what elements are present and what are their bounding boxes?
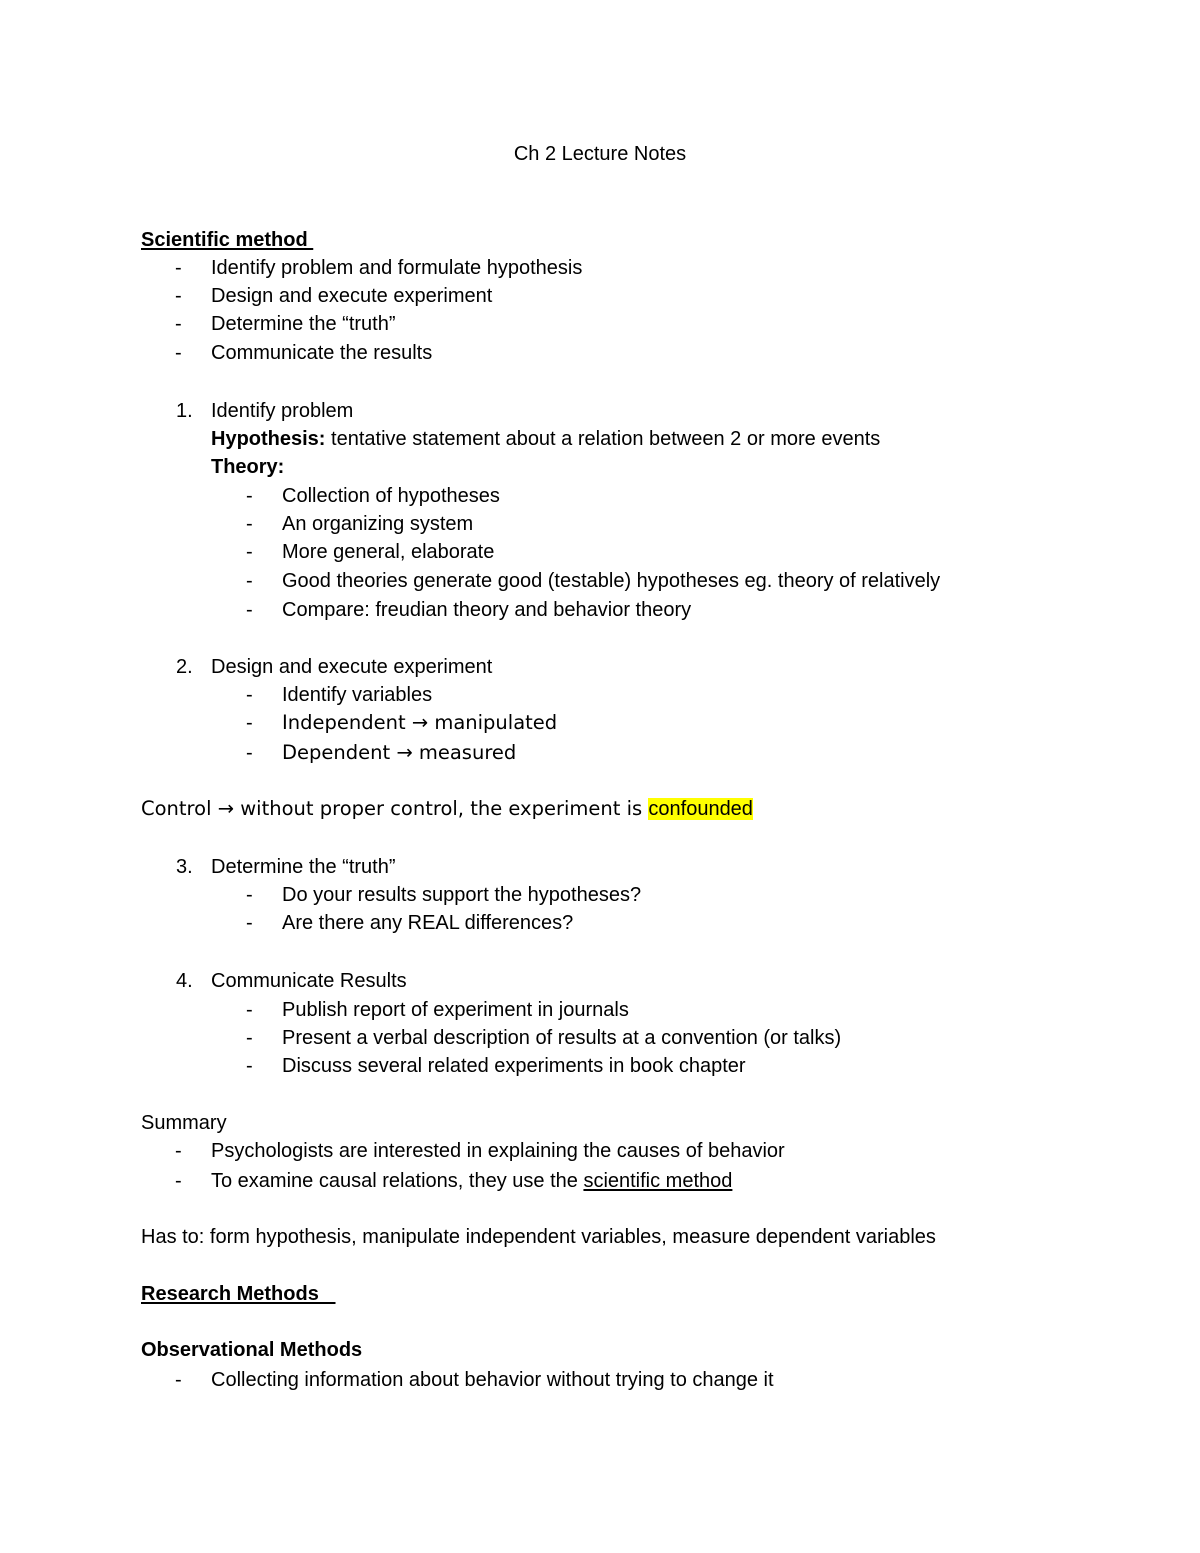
list-item: Identify problem and formulate hypothesis — [211, 257, 583, 279]
bullet-dash: - — [246, 513, 253, 535]
list-item: Determine the “truth” — [211, 313, 396, 335]
list-item: Present a verbal description of results at a convention (or talks) — [282, 1027, 842, 1049]
highlighted-term: confounded — [648, 798, 753, 820]
hypothesis-definition — [211, 429, 880, 449]
bullet-dash: - — [175, 1170, 182, 1192]
list-number: 2. — [176, 656, 193, 678]
term-theory: Theory: — [211, 456, 285, 478]
bullet-dash: - — [175, 1140, 182, 1162]
bullet-dash: - — [246, 712, 253, 734]
bullet-dash: - — [246, 570, 253, 592]
list-item: Independent → manipulated — [282, 711, 558, 734]
list-item: Dependent → measured — [282, 741, 517, 764]
bullet-dash: - — [246, 912, 253, 934]
bullet-dash: - — [175, 257, 182, 279]
control-text: Control → without proper control, the experiment is — [141, 797, 649, 820]
list-item: Good theories generate good (testable) hypotheses eg. theory of relatively — [282, 570, 941, 592]
has-to-note: Has to: form hypothesis, manipulate independent variables, measure dependent variables — [141, 1226, 936, 1248]
list-item: Identify variables — [282, 684, 433, 706]
bullet-dash: - — [175, 313, 182, 335]
list-item: Compare: freudian theory and behavior theory — [282, 599, 692, 621]
list-item: Design and execute experiment — [211, 285, 493, 307]
bullet-dash: - — [246, 684, 253, 706]
bullet-dash: - — [175, 1369, 182, 1391]
control-note — [141, 799, 753, 819]
bullet-dash: - — [246, 742, 253, 764]
list-item: Communicate the results — [211, 342, 433, 364]
term-hypothesis: Hypothesis: — [211, 428, 326, 450]
bullet-dash: - — [246, 1027, 253, 1049]
list-item: Discuss several related experiments in book chapter — [282, 1055, 746, 1077]
definition-text: tentative statement about a relation between 2 or more events — [325, 428, 881, 450]
list-item: Do your results support the hypotheses? — [282, 884, 642, 906]
list-item: Collecting information about behavior without trying to change it — [211, 1369, 774, 1391]
list-item: Collection of hypotheses — [282, 485, 500, 507]
section-heading-scientific-method: Scientific method — [141, 229, 314, 251]
bullet-dash: - — [246, 599, 253, 621]
list-item: More general, elaborate — [282, 541, 495, 563]
subheading-observational-methods: Observational Methods — [141, 1339, 363, 1361]
bullet-dash: - — [175, 342, 182, 364]
bullet-dash: - — [175, 285, 182, 307]
step-label: Communicate Results — [211, 970, 407, 992]
bullet-dash: - — [246, 884, 253, 906]
underlined-term: scientific method — [583, 1170, 733, 1192]
list-item: Psychologists are interested in explaining the causes of behavior — [211, 1140, 785, 1162]
step-label: Determine the “truth” — [211, 856, 396, 878]
list-number: 1. — [176, 400, 193, 422]
step-label: Design and execute experiment — [211, 656, 493, 678]
list-number: 3. — [176, 856, 193, 878]
list-item: Are there any REAL differences? — [282, 912, 574, 934]
list-item: Publish report of experiment in journals — [282, 999, 629, 1021]
section-heading-research-methods: Research Methods — [141, 1283, 336, 1305]
list-item — [211, 1171, 732, 1191]
page-title: Ch 2 Lecture Notes — [513, 143, 687, 165]
list-item: An organizing system — [282, 513, 474, 535]
step-label: Identify problem — [211, 400, 354, 422]
summary-heading: Summary — [141, 1112, 227, 1134]
bullet-dash: - — [246, 485, 253, 507]
bullet-dash: - — [246, 999, 253, 1021]
summary-text: To examine causal relations, they use the — [211, 1170, 584, 1192]
bullet-dash: - — [246, 541, 253, 563]
bullet-dash: - — [246, 1055, 253, 1077]
list-number: 4. — [176, 970, 193, 992]
